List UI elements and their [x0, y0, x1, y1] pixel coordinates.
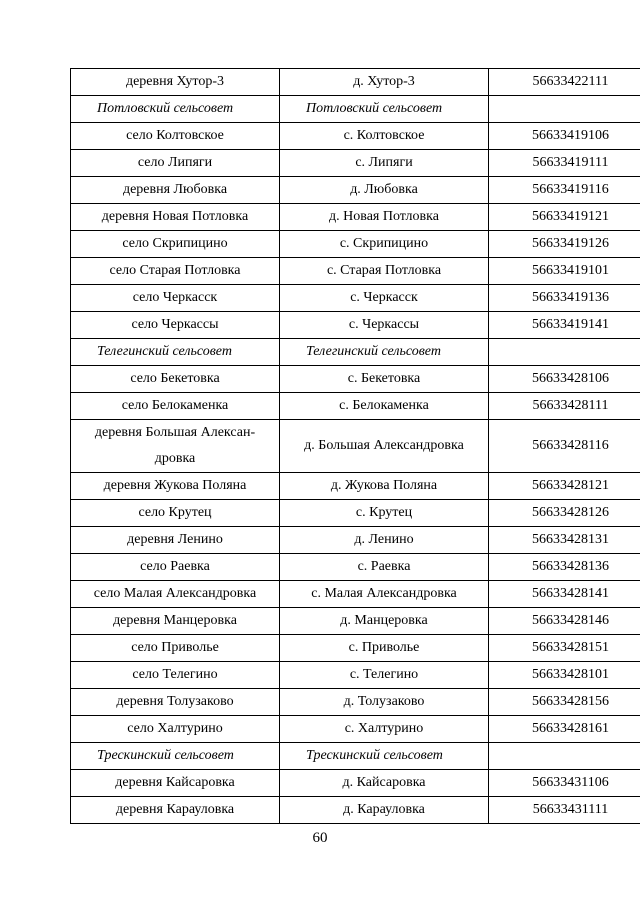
code-cell: 56633419126 — [489, 231, 640, 258]
full-name-cell: село Малая Александровка — [71, 581, 280, 608]
table-row — [71, 770, 640, 797]
short-name-cell: д. Толузаково — [280, 689, 489, 716]
short-name-cell: д. Жукова Поляна — [280, 473, 489, 500]
short-name-cell: д. Манцеровка — [280, 608, 489, 635]
table-row — [71, 231, 640, 258]
full-name-cell: деревня Жукова Поляна — [71, 473, 280, 500]
short-name-cell: с. Телегино — [280, 662, 489, 689]
code-cell: 56633428101 — [489, 662, 640, 689]
table-row — [71, 473, 640, 500]
table-row — [71, 689, 640, 716]
short-name-cell: д. Любовка — [280, 177, 489, 204]
full-name-cell: село Липяги — [71, 150, 280, 177]
short-name-cell: с. Скрипицино — [280, 231, 489, 258]
code-cell: 56633419111 — [489, 150, 640, 177]
table-row — [71, 662, 640, 689]
code-cell: 56633428126 — [489, 500, 640, 527]
short-name-cell: с. Приволье — [280, 635, 489, 662]
table-row — [71, 366, 640, 393]
code-cell: 56633419101 — [489, 258, 640, 285]
table-row — [71, 312, 640, 339]
table-row — [71, 285, 640, 312]
settlements-table-body — [71, 69, 640, 824]
full-name-cell: село Крутец — [71, 500, 280, 527]
full-name-cell: село Скрипицино — [71, 231, 280, 258]
code-cell: 56633428106 — [489, 366, 640, 393]
short-name-cell: с. Бекетовка — [280, 366, 489, 393]
short-name-cell: с. Колтовское — [280, 123, 489, 150]
short-name-cell: д. Кайсаровка — [280, 770, 489, 797]
full-name-cell: село Приволье — [71, 635, 280, 662]
table-row — [71, 635, 640, 662]
short-name-cell: д. Хутор-3 — [280, 69, 489, 96]
short-name-cell: с. Крутец — [280, 500, 489, 527]
code-cell: 56633419141 — [489, 312, 640, 339]
code-cell: 56633431106 — [489, 770, 640, 797]
full-name-cell: село Телегино — [71, 662, 280, 689]
code-cell: 56633419136 — [489, 285, 640, 312]
full-name-cell: деревня Карауловка — [71, 797, 280, 824]
full-name-cell: село Раевка — [71, 554, 280, 581]
code-cell: 56633428161 — [489, 716, 640, 743]
table-row — [71, 393, 640, 420]
section-header-row — [71, 339, 640, 366]
short-name-cell: Потловский сельсовет — [280, 96, 489, 123]
table-row — [71, 500, 640, 527]
short-name-cell: с. Халтурино — [280, 716, 489, 743]
code-cell: 56633428141 — [489, 581, 640, 608]
short-name-cell: с. Липяги — [280, 150, 489, 177]
full-name-cell: деревня Ленино — [71, 527, 280, 554]
table-row — [71, 204, 640, 231]
full-name-cell: деревня Толузаково — [71, 689, 280, 716]
short-name-cell: с. Старая Потловка — [280, 258, 489, 285]
table-row — [71, 527, 640, 554]
table-row — [71, 420, 640, 473]
code-cell: 56633428156 — [489, 689, 640, 716]
short-name-cell: с. Малая Александровка — [280, 581, 489, 608]
short-name-cell: с. Белокаменка — [280, 393, 489, 420]
code-cell: 56633419121 — [489, 204, 640, 231]
full-name-cell: село Белокаменка — [71, 393, 280, 420]
table-row — [71, 123, 640, 150]
table-row — [71, 69, 640, 96]
full-name-cell: деревня Новая Потловка — [71, 204, 280, 231]
short-name-cell: с. Черкассы — [280, 312, 489, 339]
code-cell — [489, 339, 640, 366]
full-name-cell: село Халтурино — [71, 716, 280, 743]
code-cell: 56633431111 — [489, 797, 640, 824]
full-name-cell: Потловский сельсовет — [71, 96, 280, 123]
code-cell: 56633428131 — [489, 527, 640, 554]
full-name-cell: Трескинский сельсовет — [71, 743, 280, 770]
settlements-table — [70, 68, 640, 824]
full-name-cell: село Черкассы — [71, 312, 280, 339]
full-name-cell: деревня Любовка — [71, 177, 280, 204]
short-name-cell: д. Новая Потловка — [280, 204, 489, 231]
short-name-cell: Телегинский сельсовет — [280, 339, 489, 366]
short-name-cell: Трескинский сельсовет — [280, 743, 489, 770]
code-cell: 56633428121 — [489, 473, 640, 500]
short-name-cell: д. Большая Александровка — [280, 420, 489, 473]
full-name-cell: Телегинский сельсовет — [71, 339, 280, 366]
table-row — [71, 797, 640, 824]
code-cell — [489, 96, 640, 123]
code-cell: 56633428146 — [489, 608, 640, 635]
full-name-cell: село Бекетовка — [71, 366, 280, 393]
full-name-cell: село Старая Потловка — [71, 258, 280, 285]
table-row — [71, 581, 640, 608]
full-name-cell: деревня Хутор-3 — [71, 69, 280, 96]
code-cell: 56633428151 — [489, 635, 640, 662]
code-cell: 56633428136 — [489, 554, 640, 581]
table-row — [71, 716, 640, 743]
short-name-cell: д. Ленино — [280, 527, 489, 554]
section-header-row — [71, 743, 640, 770]
code-cell: 56633419116 — [489, 177, 640, 204]
page-number: 60 — [312, 830, 328, 846]
section-header-row — [71, 96, 640, 123]
table-row — [71, 177, 640, 204]
code-cell: 56633422111 — [489, 69, 640, 96]
full-name-cell: деревня Манцеровка — [71, 608, 280, 635]
table-row — [71, 150, 640, 177]
code-cell: 56633428116 — [489, 420, 640, 473]
short-name-cell: д. Карауловка — [280, 797, 489, 824]
short-name-cell: с. Черкасск — [280, 285, 489, 312]
code-cell: 56633419106 — [489, 123, 640, 150]
full-name-cell: деревня Кайсаровка — [71, 770, 280, 797]
table-row — [71, 554, 640, 581]
table-row — [71, 608, 640, 635]
code-cell — [489, 743, 640, 770]
full-name-cell: село Колтовское — [71, 123, 280, 150]
full-name-cell: деревня Большая Алексан-дровка — [71, 420, 280, 473]
full-name-cell: село Черкасск — [71, 285, 280, 312]
table-row — [71, 258, 640, 285]
code-cell: 56633428111 — [489, 393, 640, 420]
short-name-cell: с. Раевка — [280, 554, 489, 581]
